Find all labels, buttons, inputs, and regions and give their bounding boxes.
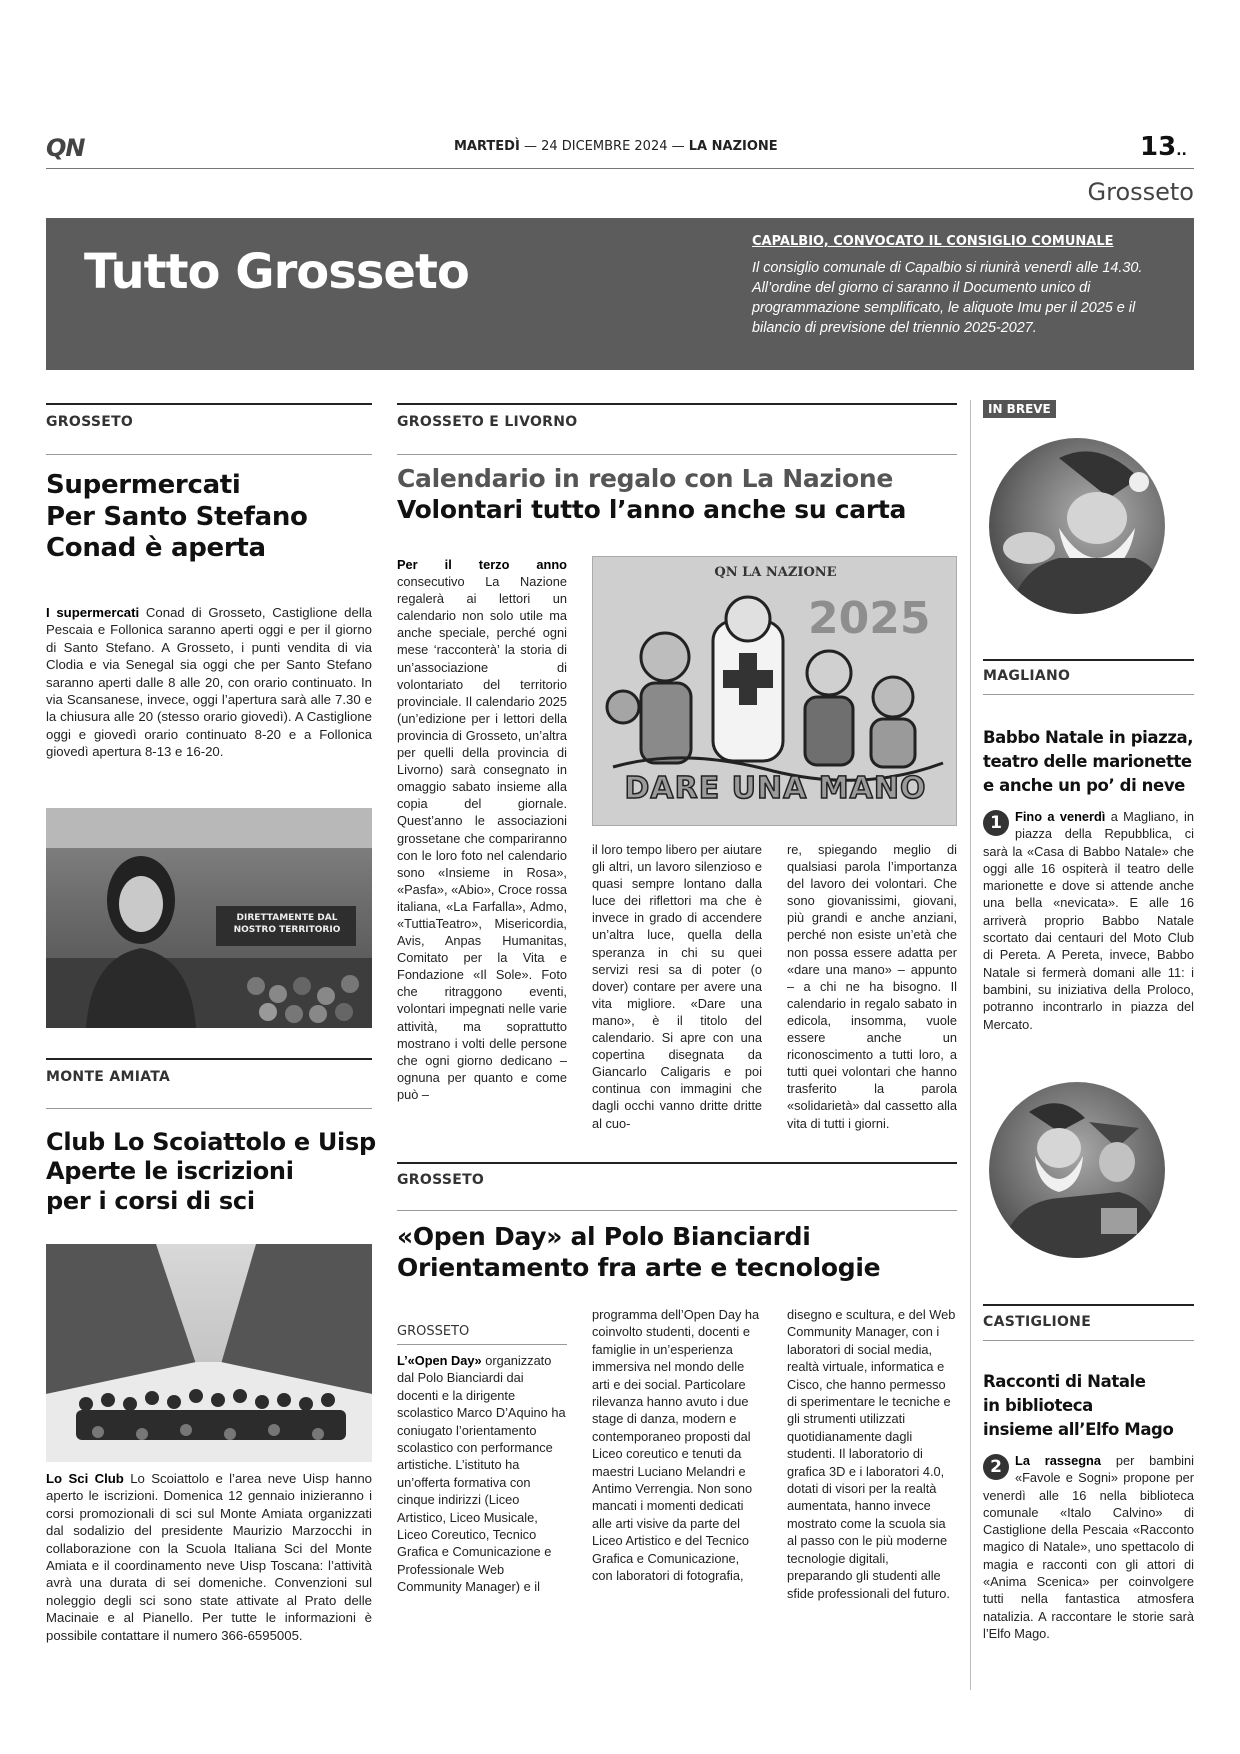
banner-news-head: CAPALBIO, CONVOCATO IL CONSIGLIO COMUNALE	[752, 234, 1114, 249]
col2-a2-kicker-rule	[397, 1210, 957, 1211]
photo-sign-text: DIRETTAMENTE DAL NOSTRO TERRITORIO	[233, 913, 341, 935]
calendar-cover-logo: QN LA NAZIONE	[714, 565, 837, 580]
col1-a1-kicker-rule	[46, 454, 372, 455]
col2-a2-body-col-b: programma dell’Open Day ha coinvolto studenti, docenti e famiglie in un’esperienza immersiva nel mondo delle arti e dei social. Particolare rilevanza hanno avuto i due stage di danza, modern e contemporaneo proposti dal Liceo coreutico e tenuti da maestri Luciano Melandri e Antimo Verrengia. Non sono mancati i momenti dedicati alle arti visive da parte del Liceo Artistico e del Tecnico Grafica e Comunicazione, con laboratori di fotografia,	[592, 1307, 760, 1584]
banner-news-text: Il consiglio comunale di Capalbio si riunirà venerdì alle 14.30. All’ordine del giorno ci saranno il Documento unico di programmazione semplificato, le aliquote Imu per il 2025 e il bilancio di previsione del triennio 2025-2027.	[752, 260, 1143, 336]
banner-title: Tutto Grosseto	[84, 244, 469, 300]
col3-b1-kicker-rule	[983, 694, 1194, 695]
ski-club-photo	[46, 1244, 372, 1462]
brief-number-1: 1	[983, 810, 1009, 836]
calendar-cover-title: DARE UNA MANO	[624, 771, 927, 806]
date-line-date: — 24 DICEMBRE 2024 —	[523, 139, 685, 154]
in-breve-label: IN BREVE	[983, 400, 1056, 418]
col2-a2-dateline-rule	[397, 1344, 567, 1345]
col2-a2-rule	[397, 1162, 957, 1164]
col1-a1-headline: Supermercati Per Santo Stefano Conad è aperta	[46, 470, 308, 564]
column-separator	[970, 400, 971, 1690]
col1-a2-body: Lo Sci Club Lo Scoiattolo e l’area neve Uisp hanno aperto le iscrizioni. Domenica 12 gennaio inizieranno i corsi promozionali di sci sul Monte Amiata organizzati dal sodalizio del presidente Maurizio Marzocchi in collaborazione con la Scuola Italiana Sci del Monte Amiata e il coordinamento neve Uisp Toscana: l’attività avrà una durata di sei domeniche. Convenzioni sul noleggio degli sci sono state attivate al Prato delle Macinaie e al Pianello. Per tutte le informazioni è possibile contattare il numero 366-6595005.	[46, 1471, 373, 1643]
col2-a1-headline: Calendario in regalo con La Nazione Volontari tutto l’anno anche su carta	[397, 464, 907, 524]
santa-photo-art	[989, 438, 1165, 614]
page-number: 13..	[1140, 132, 1187, 162]
col3-b2-kicker-rule	[983, 1340, 1194, 1341]
header-rule	[46, 168, 1194, 169]
ski-club-photo-art	[46, 1244, 372, 1462]
col2-a2-dateline: GROSSETO	[397, 1324, 470, 1339]
col3-b1-body: 1 Fino a venerdì a Magliano, in piazza della Repubblica, ci sarà la «Casa di Babbo Natale» che oggi alle 16 ospiterà il teatro delle marionette e dove si attende anche una bella «nevicata». E alle 16 arriverà proprio Babbo Natale scortato dai centauri del Moto Club di Pereta. A Pereta, invece, Babbo Natale si fermerà domani alle 11: i bambini, su iniziativa della Proloco, potranno incontrarlo in piazza del Mercato.	[983, 809, 1194, 1032]
col2-top-rule	[397, 403, 957, 405]
col2-a2-body-col-a: L’«Open Day» organizzato dal Polo Bianciardi dai docenti e la dirigente scolastico Marco D’Aquino ha coniugato l’orientamento scolastico con performance artistiche. L’istituto ha un’offerta formativa con cinque indirizzi (Liceo Artistico, Liceo Musicale, Liceo Coreutico, Tecnico Grafica e Comunicazione e Professionale Web Community Manager) e il	[397, 1353, 566, 1595]
col3-b2-body: 2 La rassegna per bambini «Favole e Sogni» propone per venerdì alle 16 nella biblioteca comunale «Italo Calvino» di Castiglione della Pescaia «Racconto magico di Natale», uno spettacolo di magia e racconti con gli attori di «Anima Scenica» per coinvolgere tutti nella fantastica atmosfera natalizia. A raccontare le storie sarà l’Elfo Mago.	[983, 1453, 1194, 1641]
col2-a1-body-col-b: il loro tempo libero per aiutare gli altri, un lavoro silenzioso e quasi sempre lontano dalla luce dei riflettori ma che è invece in grado di accendere un’altra luce, quella della speranza in chi su quei servizi resi sa di poter (o dover) contare per avere una vita migliore. «Dare una mano», è il titolo del calendario. Si apre con una copertina disegnata da Giancarlo Caligaris e poi continua con immagini che dagli occhi vanno dritte dritte al cuo-	[592, 842, 762, 1131]
date-line-paper: LA NAZIONE	[688, 139, 778, 154]
santa-photo	[989, 438, 1165, 614]
section-banner	[46, 218, 1194, 370]
col2-a2-body-col-c: disegno e scultura, e del Web Community Manager, con i laboratori di social media, realtà virtuale, informatica e Cisco, che hanno permesso di sperimentare le tecniche e gli strumenti utilizzati quotidianamente dagli studenti. Il laboratorio di grafica 3D e i laboratori 4.0, dotati di visori per la realtà aumentata, hanno invece mostrato come la scuola sia al passo con le più moderne tecnologie digitali, preparando gli studenti alle sfide professionali del futuro.	[787, 1307, 956, 1601]
col1-a1-body: I supermercati Conad di Grosseto, Castiglione della Pescaia e Follonica saranno aperti oggi e per il giorno di Santo Stefano. A Grosseto, i punti vendita di via Clodia e via Senegal sia oggi che per Santo Stefano saranno aperti dalle 8 alle 20, con orario continuato. In via Scansanese, invece, oggi l’apertura sarà alle 7.30 e la chiusura alle 20 (stesso orario giovedì). A Castiglione oggi e giovedì orario continuato 8-20 e a Follonica giovedì apertura 8-13 e 16-20.	[46, 605, 373, 760]
col1-a2-rule	[46, 1058, 372, 1060]
col2-a1-body-col-a: Per il terzo anno consecutivo La Nazione regalerà ai lettori un calendario non solo utile ma anche speciale, perché ogni mese ‘racconterà’ la storia di un’associazione di volontariato del territorio provinciale. Il calendario 2025 (un’edizione per i lettori della provincia di Grosseto, un’altra per quelli della provincia di Livorno) sarà consegnato in omaggio sabato insieme alla copia del giornale. Quest’anno le associazioni grossetane che compariranno con le loro foto nel calendario sono «Insieme in Rosa», «Pasfa», «Abio», Croce rossa italiana, «La Farfalla», Admo, «TuttiaTeatro», Misericordia, Avis, Anpas Humanitas, Comitato per la Vita e Fondazione «Il Sole». Foto che ritraggono eventi, volontari impegnati nelle varie attività, ma soprattutto mostrano i volti delle persone che ogni giorno dedicano – ognuna per quanto e come può –	[397, 557, 568, 1102]
col3-b2-headline: Racconti di Natale in biblioteca insieme all’Elfo Mago	[983, 1372, 1174, 1439]
santa-elf-photo-art	[989, 1082, 1165, 1258]
calendar-cover-year: 2025	[808, 593, 931, 644]
col3-b2-kicker: CASTIGLIONE	[983, 1314, 1092, 1330]
col1-a2-kicker: MONTE AMIATA	[46, 1069, 171, 1085]
col1-top-rule	[46, 403, 372, 405]
col2-a1-body-col-c: re, spiegando meglio di qualsiasi parola l’importanza del lavoro dei volontari. Che sono giovanissimi, giovani, più grandi e anche anziani, perché non esiste un’età che non possa essere adatta per «dare una mano» – appunto – a chi ne ha bisogno. Il calendario in regalo sabato in edicola, insomma, vuole essere anche un riconoscimento a tutti loro, a tutti quei volontari che hanno trasferito la parola «solidarietà» dal cassetto alla vita di tutti i giorni.	[787, 842, 957, 1131]
brief-number-2: 2	[983, 1454, 1009, 1480]
date-line	[454, 139, 778, 154]
col1-a2-headline: Club Lo Scoiattolo e Uisp Aperte le iscrizioni per i corsi di sci	[46, 1128, 376, 1215]
col3-b1-kicker: MAGLIANO	[983, 668, 1071, 684]
col1-a1-kicker: GROSSETO	[46, 414, 134, 430]
col1-a2-kicker-rule	[46, 1108, 372, 1109]
col3-b2-rule	[983, 1304, 1194, 1306]
date-line-day: MARTEDÌ	[454, 139, 520, 154]
col3-b1-rule	[983, 659, 1194, 661]
supermarket-photo	[46, 808, 372, 1028]
col3-b1-headline: Babbo Natale in piazza, teatro delle marionette e anche un po’ di neve	[983, 728, 1194, 795]
calendar-cover	[592, 556, 957, 826]
section-name: Grosseto	[1087, 178, 1194, 206]
col2-a2-kicker: GROSSETO	[397, 1172, 485, 1188]
santa-elf-photo	[989, 1082, 1165, 1258]
col2-a1-kicker: GROSSETO E LIVORNO	[397, 414, 578, 430]
col2-a1-kicker-rule	[397, 454, 957, 455]
col2-a2-headline: «Open Day» al Polo Bianciardi Orientamento fra arte e tecnologie	[397, 1222, 881, 1282]
paper-logo: QN	[46, 134, 85, 162]
